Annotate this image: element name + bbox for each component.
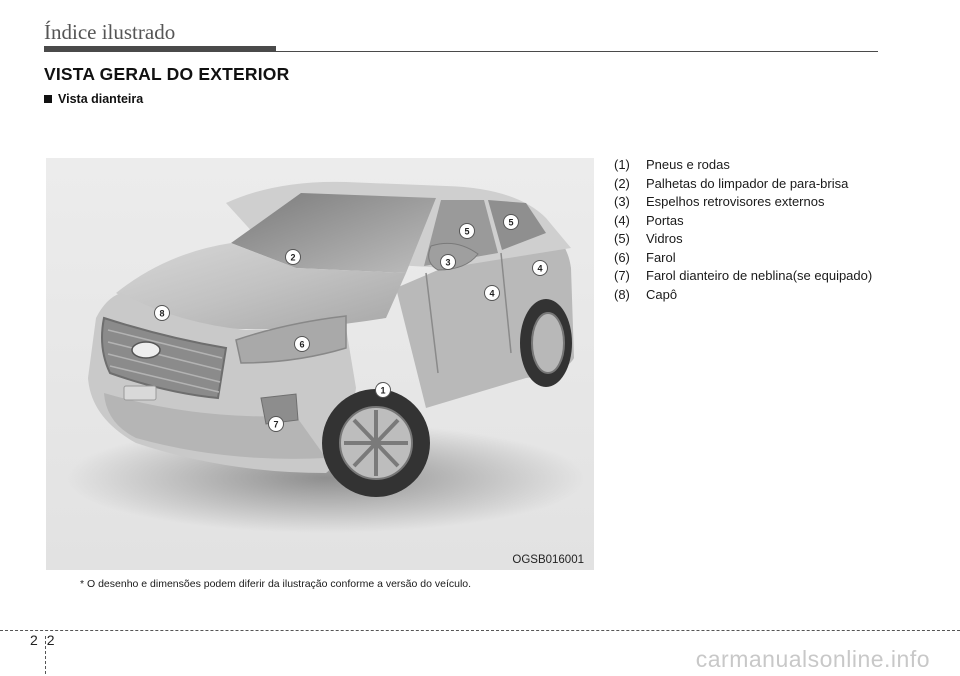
- page-number-separator: [45, 636, 46, 674]
- legend-item: [614, 175, 904, 194]
- callout-5b: [504, 215, 519, 230]
- callout-label: 6: [299, 339, 305, 350]
- callout-label: 5: [464, 226, 470, 237]
- callout-label: 5: [508, 217, 514, 228]
- callout-7: [269, 417, 284, 432]
- watermark: carmanualsonline.info: [695, 646, 930, 672]
- subsection-title: Vista dianteira: [58, 92, 144, 106]
- legend-number: (8): [614, 286, 630, 302]
- chapter-title: Índice ilustrado: [44, 20, 176, 44]
- legend-number: (5): [614, 231, 630, 246]
- brand-logo-icon: [132, 342, 160, 358]
- header-rule-thin: [276, 51, 878, 52]
- legend-number: (7): [614, 268, 630, 283]
- image-code: OGSB016001: [512, 554, 584, 566]
- legend-item: [614, 193, 904, 212]
- callout-2: [286, 250, 301, 265]
- callout-label: 7: [273, 419, 279, 430]
- callout-4b: [533, 261, 548, 276]
- legend-number: (6): [614, 249, 630, 265]
- callout-5a: [460, 224, 475, 239]
- square-bullet-icon: [44, 95, 52, 103]
- page-number: 22: [30, 632, 64, 648]
- legend-item: [614, 286, 904, 305]
- legend-item: [614, 249, 904, 268]
- callout-6: [295, 337, 310, 352]
- footer-divider: [0, 630, 960, 631]
- legend-label: Espelhos retrovisores externos: [646, 194, 825, 209]
- legend-item: [614, 212, 904, 231]
- legend-item: [614, 230, 904, 249]
- callout-1: [376, 383, 391, 398]
- vehicle-front-illustration: [46, 158, 594, 570]
- callout-label: 8: [159, 308, 165, 319]
- parts-legend: [614, 156, 904, 304]
- legend-number: (3): [614, 194, 630, 209]
- legend-item: [614, 267, 904, 286]
- legend-number: (4): [614, 212, 630, 228]
- callout-label: 2: [290, 252, 296, 263]
- callout-label: 4: [489, 288, 495, 299]
- legend-label: Palhetas do limpador de para-brisa: [646, 175, 849, 191]
- car-drawing: [46, 158, 594, 570]
- legend-label: Vidros: [646, 231, 683, 246]
- callout-3: [441, 255, 456, 270]
- callout-label: 1: [380, 385, 386, 396]
- legend-label: Portas: [646, 212, 684, 228]
- plate-holder: [124, 386, 156, 400]
- legend-label: Farol dianteiro de neblina(se equipado): [646, 268, 873, 283]
- callout-label: 3: [445, 257, 451, 268]
- legend-label: Capô: [646, 286, 678, 302]
- rear-wheel-rim: [532, 313, 564, 373]
- legend-number: (1): [614, 157, 630, 172]
- footnote: * O desenho e dimensões podem diferir da ilustração conforme a versão do veículo.: [80, 578, 472, 590]
- legend-item: [614, 156, 904, 175]
- callout-label: 4: [537, 263, 543, 274]
- section-title: VISTA GERAL DO EXTERIOR: [44, 64, 290, 84]
- legend-label: Farol: [646, 249, 676, 265]
- callout-8: [155, 306, 170, 321]
- header-rule-thick: [44, 46, 276, 52]
- legend-label: Pneus e rodas: [646, 157, 730, 172]
- subsection-heading: [44, 92, 143, 106]
- callout-4a: [485, 286, 500, 301]
- legend-number: (2): [614, 175, 630, 191]
